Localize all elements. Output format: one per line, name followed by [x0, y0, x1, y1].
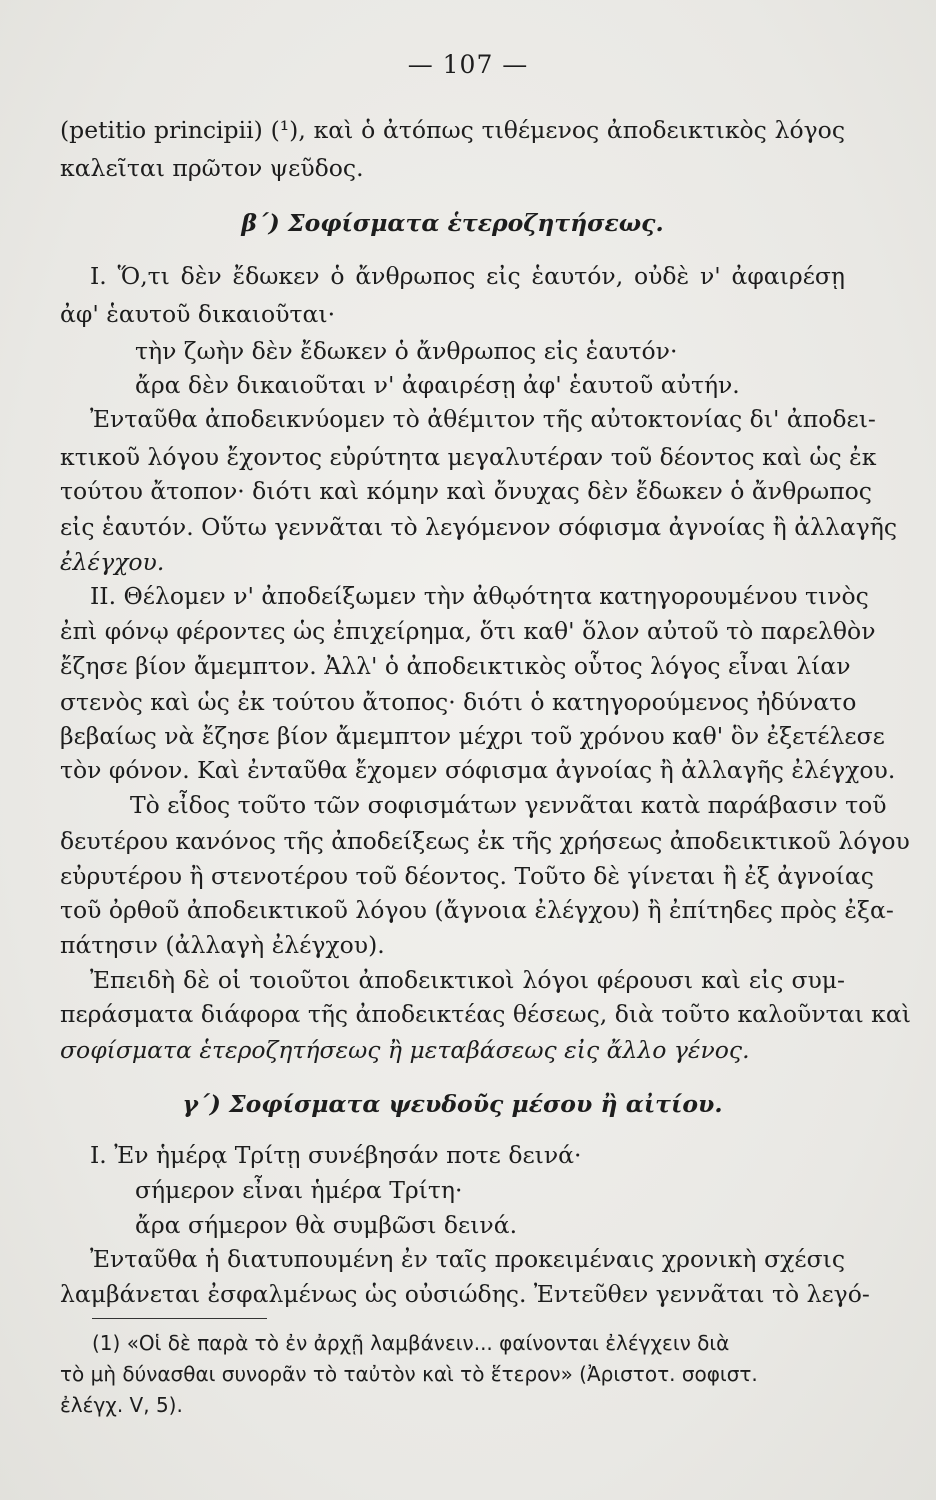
footnote-line: τὸ μὴ δύνασθαι συνορᾶν τὸ ταὐτὸν καὶ τὸ ἕτερον» (Ἀριστοτ. σοφιστ. — [60, 1362, 758, 1386]
footnote-line: ἐλέγχ. V, 5). — [60, 1393, 183, 1417]
text-line: στενὸς καὶ ὡς ἐκ τούτου ἄτοπος· διότι ὁ κατηγορούμενος ἠδύνατο — [60, 688, 857, 716]
text-line: ἐλέγχου. — [60, 548, 165, 576]
text-line: I. Ὅ,τι δὲν ἔδωκεν ὁ ἄνθρωπος εἰς ἑαυτόν, οὐδὲ ν' ἀφαιρέσῃ — [90, 262, 845, 290]
text-line: εἰς ἑαυτόν. Οὕτω γεννᾶται τὸ λεγόμενον σόφισμα ἀγνοίας ἢ ἀλλαγῆς — [60, 513, 898, 541]
footnote-separator — [92, 1318, 267, 1319]
text-line: τὴν ζωὴν δὲν ἔδωκεν ὁ ἄνθρωπος εἰς ἑαυτόν· — [135, 337, 678, 365]
text-line: περάσματα διάφορα τῆς ἀποδεικτέας θέσεως, διὰ τοῦτο καλοῦνται καὶ — [60, 1000, 911, 1028]
footnote-line: (1) «Οἱ δὲ παρὰ τὸ ἐν ἀρχῇ λαμβάνειν... φαίνονται ἐλέγχειν διὰ — [92, 1331, 730, 1355]
text-line: (petitio principii) (¹), καὶ ὁ ἀτόπως τιθέμενος ἀποδεικτικὸς λόγος — [60, 116, 845, 144]
text-line: εὐρυτέρου ἢ στενοτέρου τοῦ δέοντος. Τοῦτο δὲ γίνεται ἢ ἐξ ἀγνοίας — [60, 862, 874, 890]
text-line: τοῦ ὀρθοῦ ἀποδεικτικοῦ λόγου (ἄγνοια ἐλέγχου) ἢ ἐπίτηδες πρὸς ἐξα- — [60, 896, 894, 924]
text-line: δευτέρου κανόνος τῆς ἀποδείξεως ἐκ τῆς χρήσεως ἀποδεικτικοῦ λόγου — [60, 827, 910, 855]
text-line: πάτησιν (ἀλλαγὴ ἐλέγχου). — [60, 931, 385, 959]
text-line: Ἐνταῦθα ἡ διατυπουμένη ἐν ταῖς προκειμέναις χρονικὴ σχέσις — [90, 1245, 845, 1273]
text-line: καλεῖται πρῶτον ψεῦδος. — [60, 154, 364, 182]
text-line: σήμερον εἶναι ἡμέρα Τρίτη· — [135, 1176, 463, 1204]
text-line: ἄρα δὲν δικαιοῦται ν' ἀφαιρέσῃ ἀφ' ἑαυτοῦ αὐτήν. — [135, 371, 740, 399]
page-number: — 107 — — [407, 50, 529, 79]
text-line: λαμβάνεται ἐσφαλμένως ὡς οὐσιώδης. Ἐντεῦθεν γεννᾶται τὸ λεγό- — [60, 1280, 870, 1308]
text-line: ἀφ' ἑαυτοῦ δικαιοῦται· — [60, 300, 336, 328]
text-line: I. Ἐν ἡμέρᾳ Τρίτῃ συνέβησάν ποτε δεινά· — [90, 1141, 582, 1169]
section-heading: β΄) Σοφίσματα ἑτεροζητήσεως. — [241, 209, 664, 237]
text-line: τὸν φόνον. Καὶ ἐνταῦθα ἔχομεν σόφισμα ἀγνοίας ἢ ἀλλαγῆς ἐλέγχου. — [60, 756, 896, 784]
text-line: σοφίσματα ἑτεροζητήσεως ἢ μεταβάσεως εἰς ἄλλο γένος. — [60, 1036, 750, 1064]
text-line: II. Θέλομεν ν' ἀποδείξωμεν τὴν ἀθῳότητα κατηγορουμένου τινὸς — [90, 582, 869, 610]
text-line: ἔζησε βίον ἄμεμπτον. Ἀλλ' ὁ ἀποδεικτικὸς οὗτος λόγος εἶναι λίαν — [60, 652, 851, 680]
text-line: Τὸ εἶδος τοῦτο τῶν σοφισμάτων γεννᾶται κατὰ παράβασιν τοῦ — [130, 791, 887, 819]
text-line: κτικοῦ λόγου ἔχοντος εὐρύτητα μεγαλυτέραν τοῦ δέοντος καὶ ὡς ἐκ — [60, 443, 877, 471]
text-line: Ἐπειδὴ δὲ οἱ τοιοῦτοι ἀποδεικτικοὶ λόγοι φέρουσι καὶ εἰς συμ- — [90, 966, 845, 994]
text-line: Ἐνταῦθα ἀποδεικνύομεν τὸ ἀθέμιτον τῆς αὐτοκτονίας δι' ἀποδει- — [90, 405, 876, 433]
section-heading: γ΄) Σοφίσματα ψευδοῦς μέσου ἢ αἰτίου. — [182, 1090, 723, 1118]
text-line: βεβαίως νὰ ἔζησε βίον ἄμεμπτον μέχρι τοῦ χρόνου καθ' ὃν ἐξετέλεσε — [60, 722, 885, 750]
text-line: ἄρα σήμερον θὰ συμβῶσι δεινά. — [135, 1211, 518, 1239]
text-line: τούτου ἄτοπον· διότι καὶ κόμην καὶ ὄνυχας δὲν ἔδωκεν ὁ ἄνθρωπος — [60, 477, 872, 505]
text-line: ἐπὶ φόνῳ φέροντες ὡς ἐπιχείρημα, ὅτι καθ' ὅλον αὐτοῦ τὸ παρελθὸν — [60, 617, 876, 645]
